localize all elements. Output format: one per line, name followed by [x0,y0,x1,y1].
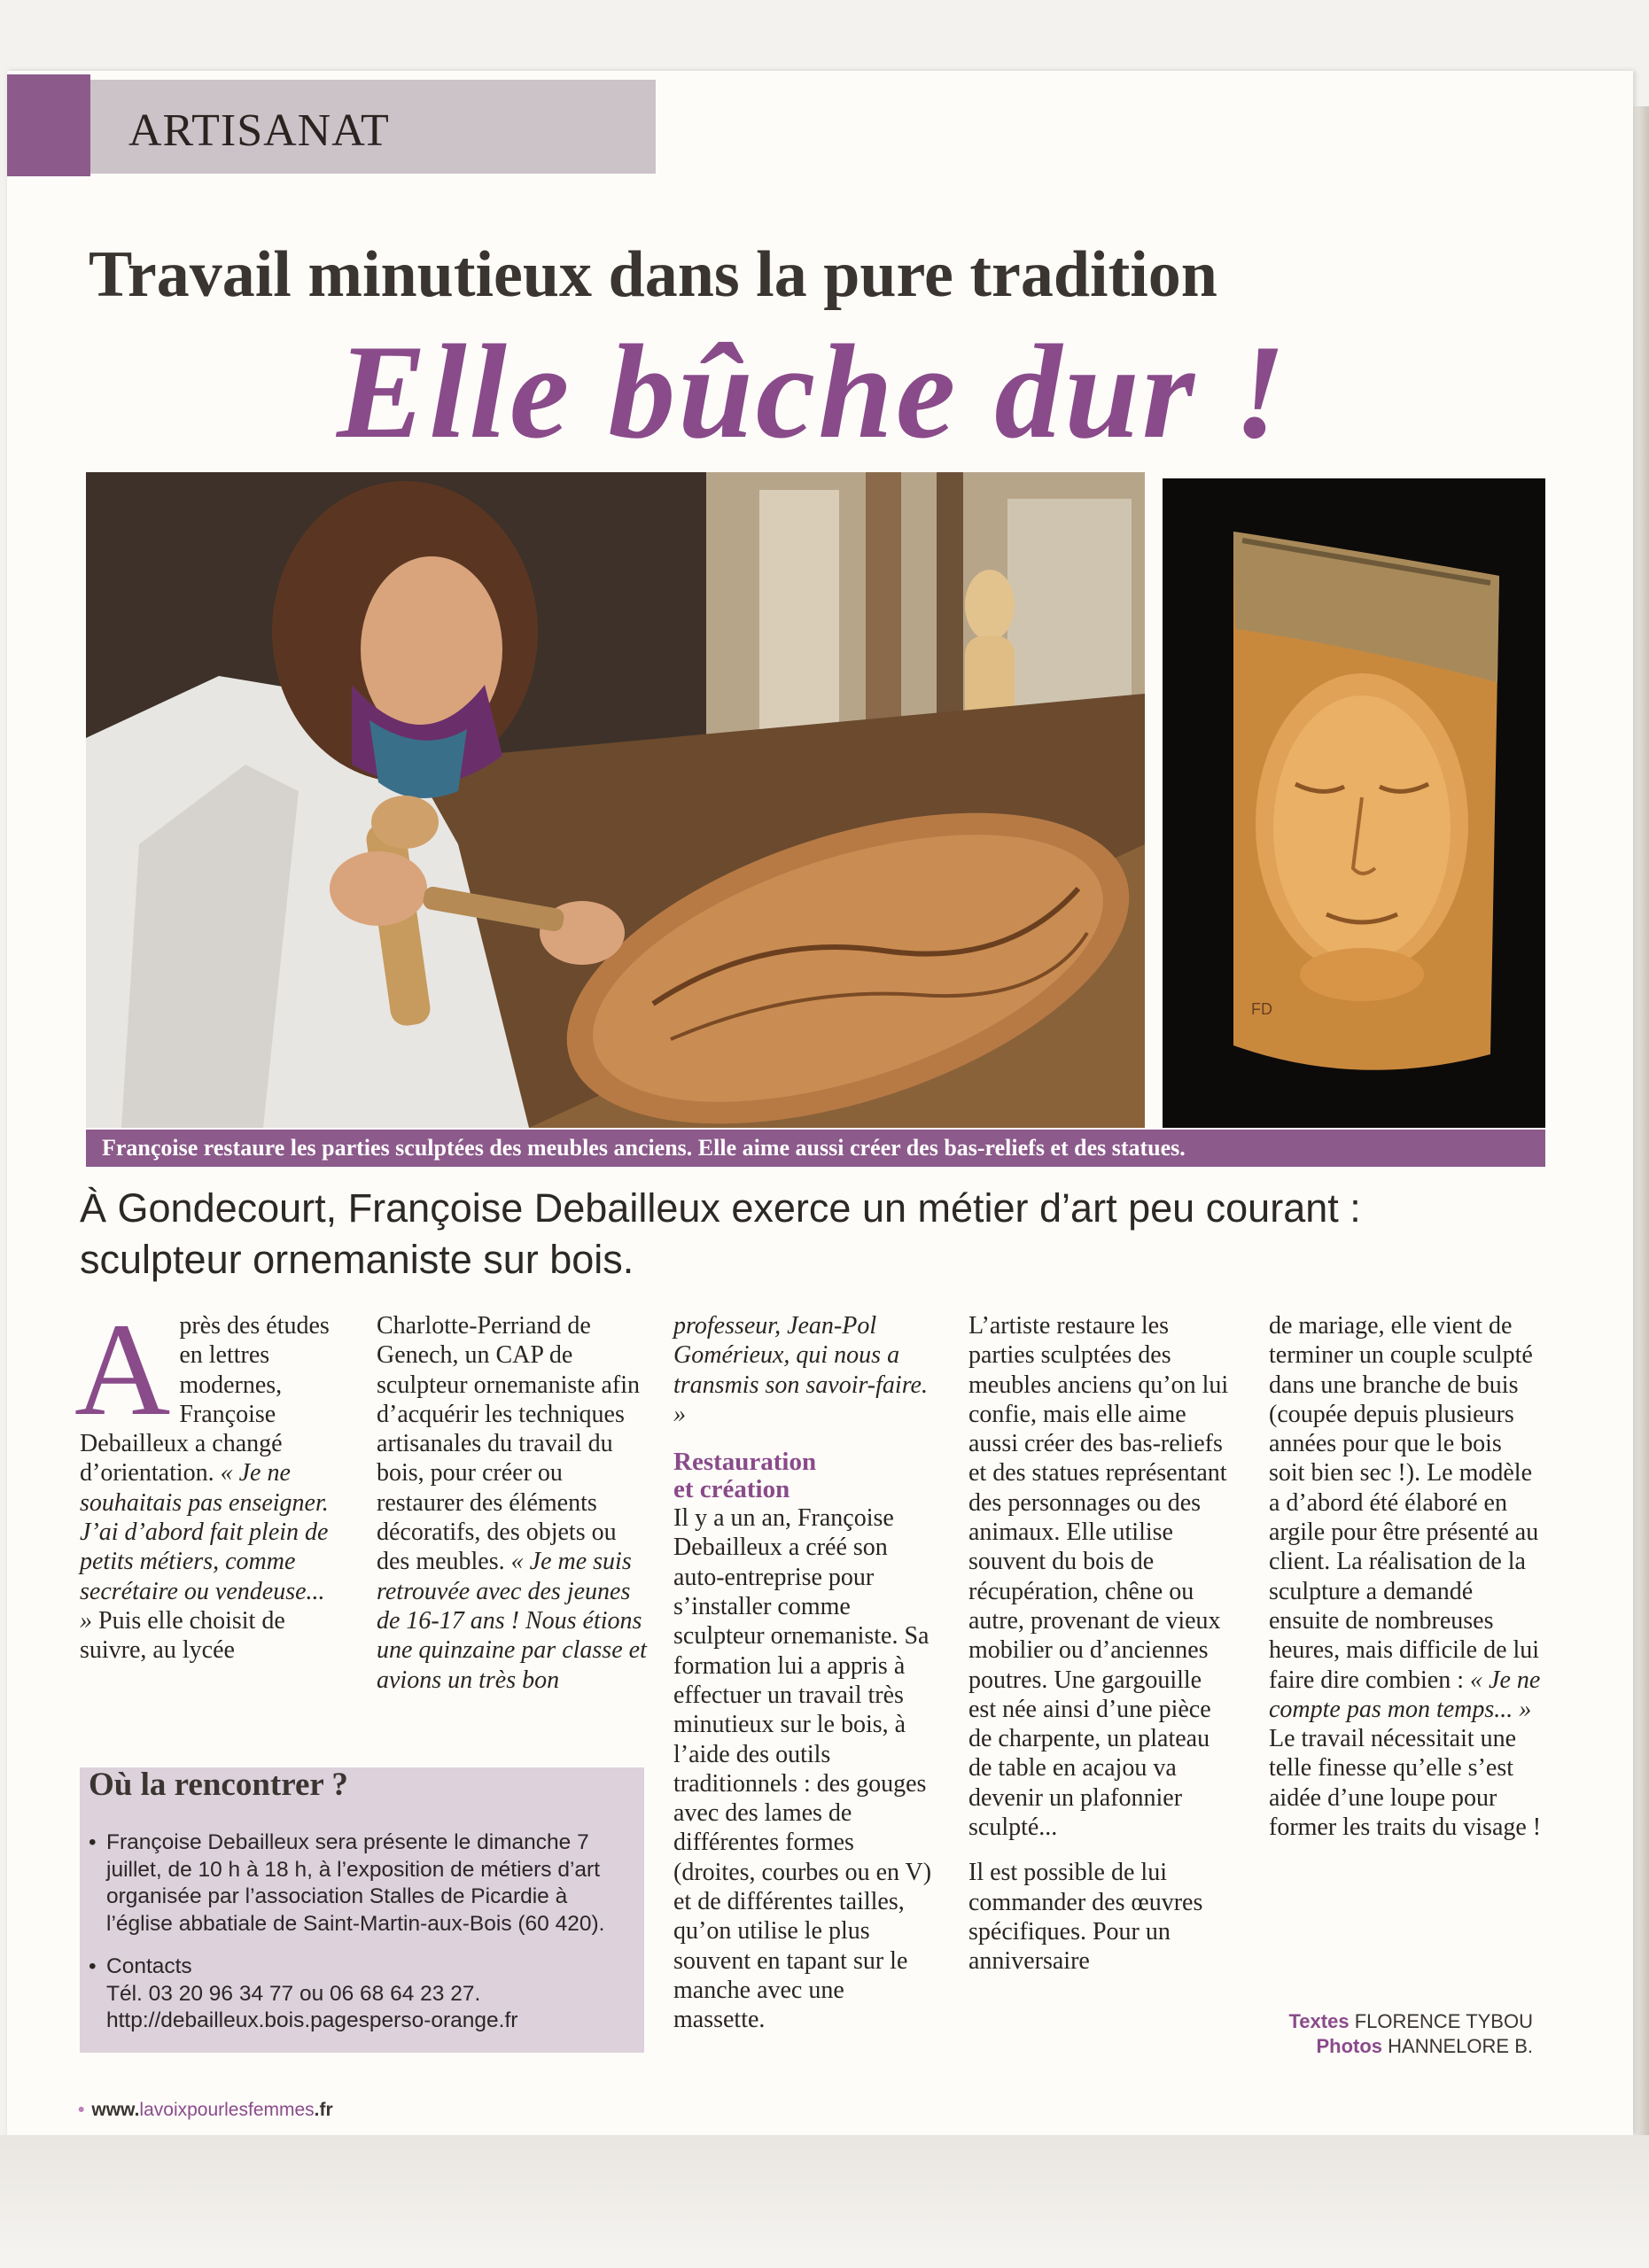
col5-quote: « Je ne compte pas mon temps... » [1269,1666,1541,1723]
article-column-4 [968,1311,1234,1977]
col1-paragraph: près des études en lettres modernes, Françoise Debailleux a changé d’orientation. [80,1312,330,1487]
info-item-contacts [89,1953,638,2035]
texts-author: FLORENCE TYBOU [1354,2010,1533,2032]
photos-label: Photos [1316,2035,1383,2057]
col5-tail: Le travail nécessitait une telle finesse qu’elle s’est aidée d’une loupe pour former les traits du visage ! [1269,1725,1542,1842]
footer-url-prefix: www. [91,2100,140,2120]
photos-author: HANNELORE B. [1388,2035,1533,2057]
subhead-line-2: et création [673,1475,790,1504]
col5-paragraph: de mariage, elle vient de terminer un couple sculpté dans une branche de buis (coupée depuis plusieurs années pour que le bois soit bien sec !). Le modèle a d’abord été élaboré en argile pour être présenté au client. La réalisation de la sculpture a demandé ensuite de nombreuses heures, mais difficile de lui faire dire combien : [1269,1312,1540,1694]
dropcap: A [74,1296,171,1443]
info-box-title: Où la rencontrer ? [89,1767,348,1803]
credits [1223,2009,1533,2059]
col4-paragraph-1: L’artiste restaure les parties sculptées des meubles anciens qu’on lui confie, mais elle aime aussi créer des bas-reliefs et des statues représentant des personnages ou des animaux. Elle utilise souvent du bois de récupération, chêne ou autre, provenant de vieux mobilier ou d’anciennes poutres. Une gargouille est née ainsi d’une pièce de charpente, un plateau de table en acajou va devenir un plafonnier sculpté... [968,1312,1229,1842]
carved-face-illustration [1163,478,1545,1128]
col1-quote: « Je ne souhaitais pas enseigner. J’ai d’abord fait plein de petits métiers, comme secrétaire ou vendeuse... » [80,1459,329,1635]
contact-url[interactable]: http://debailleux.bois.pagesperso-orange.fr [106,2008,518,2032]
headline: Elle bûche dur ! [337,317,1289,466]
article-column-5 [1269,1311,1544,1842]
info-item-event [89,1829,638,1938]
footer-website[interactable] [78,2100,333,2121]
lead-paragraph: À Gondecourt, Françoise Debailleux exerce un métier d’art peu courant : sculpteur ornemaniste sur bois. [80,1185,1361,1282]
col3-paragraph: Il y a un an, Françoise Debailleux a créé son auto-entreprise pour s’installer comme sculpteur ornemaniste. Sa formation lui a appris à effectuer un travail très minutieux sur le bois, à l’aide des outils traditionnels : des gouges avec des lames de différentes formes (droites, courbes ou en V) et de différentes tailles, qu’on utilise le plus souvent en tapant sur le manche avec une massette. [673,1504,932,2034]
subhead-line-1: Restauration [673,1448,817,1477]
article-column-3 [673,1311,939,2035]
footer-url-suffix: .fr [314,2100,333,2120]
photo-woodcarver [86,472,1145,1128]
contact-phone: Tél. 03 20 96 34 77 ou 06 68 64 23 27. [106,1981,481,2006]
col3-quote: professeur, Jean-Pol Gomérieux, qui nous a transmis son savoir-faire. » [673,1312,928,1428]
photo-carved-face [1163,478,1545,1128]
photo-caption: Françoise restaure les parties sculptées des meubles anciens. Elle aime aussi créer des bas-reliefs et des statues. [102,1135,1186,1161]
col4-paragraph-2: Il est possible de lui commander des œuvres spécifiques. Pour un anniversaire [968,1859,1203,1976]
bottom-margin [0,2135,1649,2268]
col2-paragraph: Charlotte-Perriand de Genech, un CAP de sculpteur ornemaniste afin d’acquérir les techniques artisanales du travail du bois, pour créer ou restaurer des éléments décoratifs, des objets ou des meubles. [377,1312,641,1576]
contacts-label: Contacts [106,1954,192,1978]
texts-label: Textes [1288,2010,1350,2032]
info-box-body [89,1829,638,2051]
section-accent [7,74,90,176]
woodcarver-illustration [86,472,1145,1128]
bullet-icon: • [89,1830,97,1854]
footer-url-domain: lavoixpourlesfemmes [139,2100,315,2120]
kicker-title: Travail minutieux dans la pure tradition [89,238,1217,311]
col2-quote: « Je me suis retrouvée avec des jeunes de 16-17 ans ! Nous étions une quinzaine par classe et avions un très bon [377,1548,647,1694]
article-column-1 [74,1296,337,1666]
footer-bullet-icon: • [78,2100,85,2120]
col1-tail: Puis elle choisit de suivre, au lycée [80,1606,285,1665]
bullet-icon: • [89,1954,97,1978]
section-label: ARTISANAT [128,105,390,156]
event-text: Françoise Debailleux sera présente le dimanche 7 juillet, de 10 h à 18 h, à l’exposition de métiers d’art organisée par l’association Stalles de Picardie à l’église abbatiale de Saint-Martin-aux-Bois (60 420). [106,1830,605,1936]
svg-text:FD: FD [1251,1000,1272,1018]
article-column-2 [377,1311,647,1695]
